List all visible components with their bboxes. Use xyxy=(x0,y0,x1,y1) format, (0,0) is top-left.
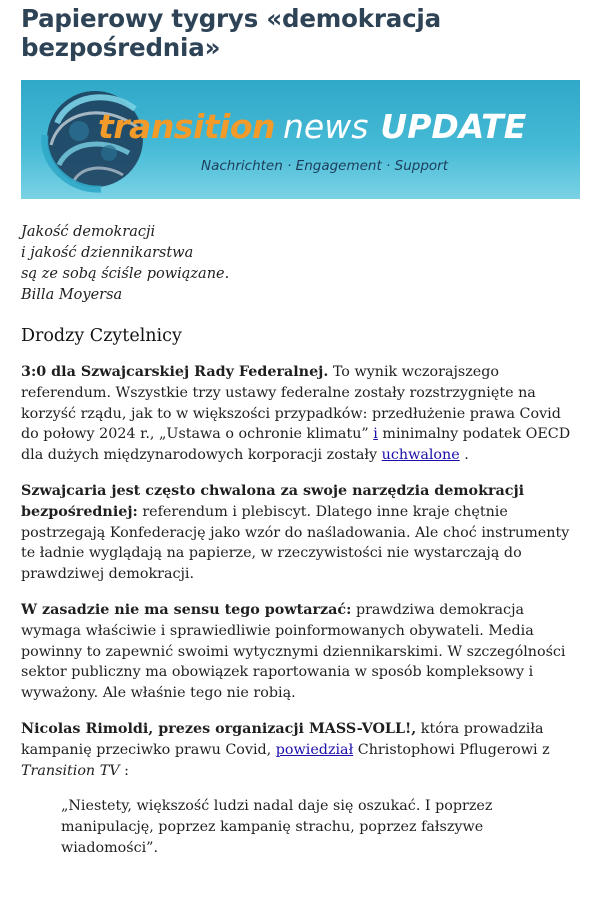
link-and[interactable]: i xyxy=(373,426,378,443)
brand-word-transition: transition xyxy=(98,107,276,146)
page-title: Papierowy tygrys «demokracja bezpośrednia» xyxy=(21,4,441,62)
brand-word-update: UPDATE xyxy=(380,107,527,146)
paragraph-1: 3:0 dla Szwajcarskiej Rady Federalnej. To wynik wczorajszego referendum. Wszystkie trzy ustawy federalne zostały rozstrzygnięte na korzyść rządu, jak to w większości przypadków: przedłużenie prawa Covid do połowy 2024 r., „Ustawa o ochronie klimatu” i minimalny podatek OECD dla dużych międzynarodowych korporacji zostały uchwalone . xyxy=(21,364,571,464)
banner-brand xyxy=(98,108,526,146)
transition-news-banner[interactable] xyxy=(21,80,580,199)
paragraph-4: Nicolas Rimoldi, prezes organizacji MASS-VOLL!, która prowadziła kampanię przeciwko prawu Covid, powiedział Christophowi Pflugerowi z Transition TV : xyxy=(21,720,550,779)
greeting-heading: Drodzy Czytelnicy xyxy=(21,326,182,346)
link-powiedzial[interactable]: powiedział xyxy=(275,741,354,758)
brand-word-news: news xyxy=(283,107,369,146)
rimoldi-quote: „Niestety, większość ludzi nadal daje się oszukać. I poprzez manipulację, poprzez kampanię strachu, poprzez fałszywe wiadomości”. xyxy=(61,798,493,856)
quote-line: Jakość demokracji xyxy=(21,224,156,240)
paragraph-3: W zasadzie nie ma sensu tego powtarzać: prawdziwa demokracja wymaga właściwie i sprawiedliwie poinformowanych obywateli. Media powinny to zapewnić swoimi wytycznymi dziennikarskimi. W szczególności sektor publiczny ma obowiązek raportowania w sposób kompleksowy i wyważony. Ale właśnie tego nie robią. xyxy=(21,601,566,702)
quote-author: Billa Moyersa xyxy=(21,287,123,303)
paragraph-2: Szwajcaria jest często chwalona za swoje narzędzia demokracji bezpośredniej: referendum i plebiscyt. Dlatego inne kraje chętnie postrzegają Konfederację jako wzór do naśladowania. Ale choć instrumenty te ładnie wyglądają na papierze, w rzeczywistości nie wystarczają do prawdziwej demokracji. xyxy=(21,482,570,583)
quote-line: są ze sobą ściśle powiązane. xyxy=(21,266,230,282)
epigraph-quote xyxy=(21,222,581,306)
banner-tagline: Nachrichten · Engagement · Support xyxy=(201,158,449,174)
link-uchwalone[interactable]: uchwalone xyxy=(381,447,460,464)
quote-line: i jakość dziennikarstwa xyxy=(21,245,194,261)
